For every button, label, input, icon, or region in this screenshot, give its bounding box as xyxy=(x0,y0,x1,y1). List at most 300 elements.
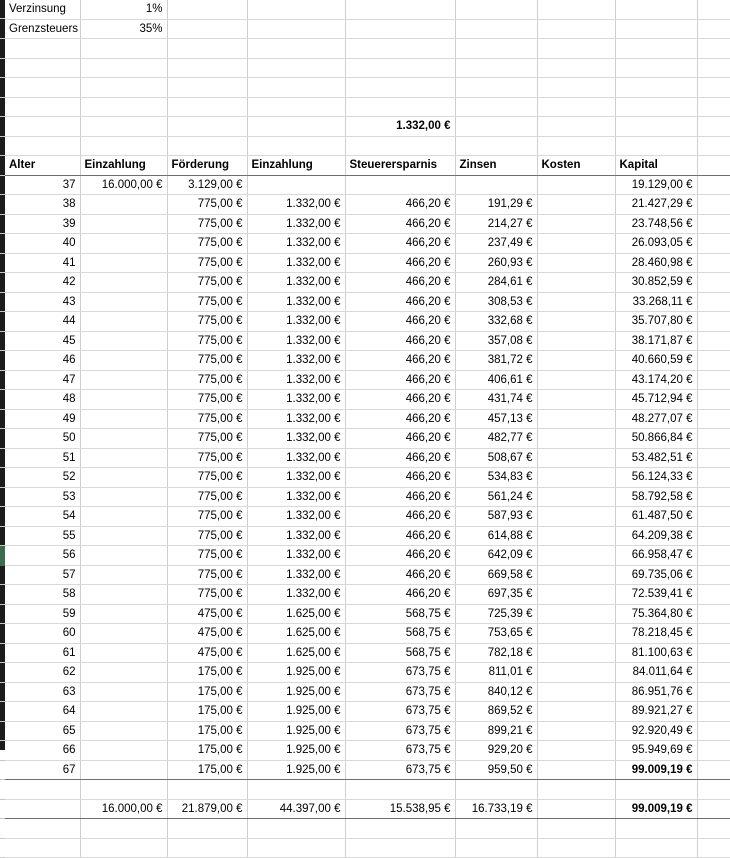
empty-cell[interactable] xyxy=(5,136,80,156)
empty-cell[interactable] xyxy=(615,136,697,156)
cell-einzahlung_a[interactable] xyxy=(80,195,167,215)
empty-cell[interactable] xyxy=(455,58,537,78)
total-zinsen[interactable]: 16.733,19 € xyxy=(455,799,537,819)
sheet-grid[interactable] xyxy=(5,0,730,858)
cell-zinsen[interactable]: 381,72 € xyxy=(455,351,537,371)
cell-kosten[interactable] xyxy=(537,663,615,683)
empty-cell[interactable] xyxy=(345,58,455,78)
empty-cell[interactable] xyxy=(537,0,615,19)
cell-foerderung[interactable]: 775,00 € xyxy=(167,507,247,527)
cell-alter[interactable]: 61 xyxy=(5,643,80,663)
cell-einzahlung_a[interactable] xyxy=(80,546,167,566)
table-row[interactable] xyxy=(5,585,730,605)
cell-zinsen[interactable]: 614,88 € xyxy=(455,526,537,546)
empty-cell[interactable] xyxy=(5,819,80,839)
cell-zinsen[interactable]: 406,61 € xyxy=(455,370,537,390)
empty-cell[interactable] xyxy=(697,58,730,78)
cell-steuerersparnis[interactable]: 466,20 € xyxy=(345,487,455,507)
empty-cell[interactable] xyxy=(697,39,730,59)
active-row-marker[interactable] xyxy=(0,546,5,566)
empty-cell[interactable] xyxy=(697,507,730,527)
cell-einzahlung_b[interactable]: 1.925,00 € xyxy=(247,663,345,683)
empty-cell[interactable] xyxy=(697,468,730,488)
cell-steuerersparnis[interactable]: 466,20 € xyxy=(345,253,455,273)
empty-cell[interactable] xyxy=(697,526,730,546)
cell-kosten[interactable] xyxy=(537,429,615,449)
cell-einzahlung_a[interactable] xyxy=(80,643,167,663)
cell-alter[interactable]: 51 xyxy=(5,448,80,468)
cell-steuerersparnis[interactable]: 466,20 € xyxy=(345,351,455,371)
cell-kapital[interactable]: 58.792,58 € xyxy=(615,487,697,507)
column-header-foerderung[interactable]: Förderung xyxy=(167,156,247,176)
blank-row[interactable] xyxy=(5,39,730,59)
parameter-value[interactable]: 1% xyxy=(80,0,167,19)
empty-cell[interactable] xyxy=(247,780,345,800)
cell-kapital[interactable]: 38.171,87 € xyxy=(615,331,697,351)
cell-kapital[interactable]: 99.009,19 € xyxy=(615,760,697,780)
empty-cell[interactable] xyxy=(5,780,80,800)
empty-cell[interactable] xyxy=(697,195,730,215)
blank-row[interactable] xyxy=(5,838,730,858)
empty-cell[interactable] xyxy=(345,0,455,19)
cell-steuerersparnis[interactable]: 568,75 € xyxy=(345,643,455,663)
cell-kosten[interactable] xyxy=(537,331,615,351)
cell-kapital[interactable]: 53.482,51 € xyxy=(615,448,697,468)
empty-cell[interactable] xyxy=(80,39,167,59)
cell-steuerersparnis[interactable]: 466,20 € xyxy=(345,507,455,527)
parameter-value[interactable]: 35% xyxy=(80,19,167,39)
empty-cell[interactable] xyxy=(697,838,730,858)
cell-kosten[interactable] xyxy=(537,643,615,663)
cell-zinsen[interactable]: 214,27 € xyxy=(455,214,537,234)
cell-einzahlung_b[interactable]: 1.925,00 € xyxy=(247,702,345,722)
empty-cell[interactable] xyxy=(697,546,730,566)
cell-steuerersparnis[interactable] xyxy=(345,175,455,195)
cell-foerderung[interactable]: 775,00 € xyxy=(167,214,247,234)
cell-alter[interactable]: 59 xyxy=(5,604,80,624)
cell-kapital[interactable]: 86.951,76 € xyxy=(615,682,697,702)
cell-alter[interactable]: 55 xyxy=(5,526,80,546)
parameter-label[interactable]: Grenzsteuers xyxy=(5,19,80,39)
cell-kosten[interactable] xyxy=(537,624,615,644)
cell-alter[interactable]: 46 xyxy=(5,351,80,371)
parameter-row[interactable] xyxy=(5,19,730,39)
empty-cell[interactable] xyxy=(345,838,455,858)
cell-kosten[interactable] xyxy=(537,507,615,527)
cell-steuerersparnis[interactable]: 466,20 € xyxy=(345,370,455,390)
empty-cell[interactable] xyxy=(345,19,455,39)
empty-cell[interactable] xyxy=(80,136,167,156)
cell-foerderung[interactable]: 775,00 € xyxy=(167,390,247,410)
cell-foerderung[interactable]: 175,00 € xyxy=(167,702,247,722)
cell-kapital[interactable]: 84.011,64 € xyxy=(615,663,697,683)
cell-zinsen[interactable]: 482,77 € xyxy=(455,429,537,449)
empty-cell[interactable] xyxy=(455,136,537,156)
table-row[interactable] xyxy=(5,429,730,449)
cell-kosten[interactable] xyxy=(537,721,615,741)
empty-cell[interactable] xyxy=(615,78,697,98)
cell-einzahlung_a[interactable] xyxy=(80,604,167,624)
cell-einzahlung_b[interactable] xyxy=(247,175,345,195)
cell-alter[interactable]: 66 xyxy=(5,741,80,761)
column-header-kosten[interactable]: Kosten xyxy=(537,156,615,176)
cell-steuerersparnis[interactable]: 673,75 € xyxy=(345,741,455,761)
column-header-zinsen[interactable]: Zinsen xyxy=(455,156,537,176)
total-foerderung[interactable]: 21.879,00 € xyxy=(167,799,247,819)
cell-kosten[interactable] xyxy=(537,390,615,410)
cell-steuerersparnis[interactable]: 466,20 € xyxy=(345,429,455,449)
cell-einzahlung_a[interactable]: 16.000,00 € xyxy=(80,175,167,195)
empty-cell[interactable] xyxy=(537,838,615,858)
table-row[interactable] xyxy=(5,273,730,293)
empty-cell[interactable] xyxy=(697,292,730,312)
cell-kapital[interactable]: 28.460,98 € xyxy=(615,253,697,273)
cell-zinsen[interactable]: 642,09 € xyxy=(455,546,537,566)
cell-alter[interactable]: 44 xyxy=(5,312,80,332)
cell-steuerersparnis[interactable]: 466,20 € xyxy=(345,585,455,605)
cell-kosten[interactable] xyxy=(537,253,615,273)
cell-steuerersparnis[interactable]: 673,75 € xyxy=(345,663,455,683)
cell-steuerersparnis[interactable]: 466,20 € xyxy=(345,565,455,585)
cell-foerderung[interactable]: 775,00 € xyxy=(167,253,247,273)
empty-cell[interactable] xyxy=(615,58,697,78)
cell-zinsen[interactable]: 697,35 € xyxy=(455,585,537,605)
cell-zinsen[interactable]: 332,68 € xyxy=(455,312,537,332)
table-row[interactable] xyxy=(5,175,730,195)
empty-cell[interactable] xyxy=(537,39,615,59)
cell-einzahlung_a[interactable] xyxy=(80,741,167,761)
cell-einzahlung_b[interactable]: 1.332,00 € xyxy=(247,351,345,371)
cell-einzahlung_b[interactable]: 1.332,00 € xyxy=(247,409,345,429)
cell-einzahlung_b[interactable]: 1.332,00 € xyxy=(247,253,345,273)
empty-cell[interactable] xyxy=(5,838,80,858)
cell-kapital[interactable]: 75.364,80 € xyxy=(615,604,697,624)
cell-alter[interactable]: 39 xyxy=(5,214,80,234)
cell-steuerersparnis[interactable]: 466,20 € xyxy=(345,234,455,254)
cell-zinsen[interactable]: 929,20 € xyxy=(455,741,537,761)
cell-einzahlung_b[interactable]: 1.332,00 € xyxy=(247,526,345,546)
empty-cell[interactable] xyxy=(537,136,615,156)
cell-steuerersparnis[interactable]: 568,75 € xyxy=(345,604,455,624)
cell-kosten[interactable] xyxy=(537,741,615,761)
empty-cell[interactable] xyxy=(5,58,80,78)
cell-alter[interactable]: 37 xyxy=(5,175,80,195)
empty-cell[interactable] xyxy=(697,721,730,741)
total-kosten[interactable] xyxy=(537,799,615,819)
cell-kapital[interactable]: 95.949,69 € xyxy=(615,741,697,761)
cell-einzahlung_b[interactable]: 1.332,00 € xyxy=(247,565,345,585)
cell-zinsen[interactable]: 561,24 € xyxy=(455,487,537,507)
cell-steuerersparnis[interactable]: 466,20 € xyxy=(345,331,455,351)
cell-einzahlung_a[interactable] xyxy=(80,351,167,371)
table-row[interactable] xyxy=(5,741,730,761)
table-row[interactable] xyxy=(5,195,730,215)
empty-cell[interactable] xyxy=(615,39,697,59)
floating-value-cell[interactable]: 1.332,00 € xyxy=(345,117,455,137)
cell-alter[interactable]: 52 xyxy=(5,468,80,488)
empty-cell[interactable] xyxy=(167,136,247,156)
cell-foerderung[interactable]: 775,00 € xyxy=(167,292,247,312)
cell-kosten[interactable] xyxy=(537,682,615,702)
cell-zinsen[interactable]: 357,08 € xyxy=(455,331,537,351)
empty-cell[interactable] xyxy=(697,760,730,780)
empty-cell[interactable] xyxy=(455,19,537,39)
cell-zinsen[interactable]: 725,39 € xyxy=(455,604,537,624)
cell-foerderung[interactable]: 775,00 € xyxy=(167,585,247,605)
column-header-alter[interactable]: Alter xyxy=(5,156,80,176)
cell-zinsen[interactable] xyxy=(455,175,537,195)
column-header-steuerersparnis[interactable]: Steuerersparnis xyxy=(345,156,455,176)
row-header-gutter[interactable] xyxy=(0,0,5,750)
cell-steuerersparnis[interactable]: 466,20 € xyxy=(345,312,455,332)
cell-einzahlung_a[interactable] xyxy=(80,429,167,449)
cell-kapital[interactable]: 43.174,20 € xyxy=(615,370,697,390)
cell-einzahlung_b[interactable]: 1.332,00 € xyxy=(247,390,345,410)
empty-cell[interactable] xyxy=(80,78,167,98)
empty-cell[interactable] xyxy=(697,663,730,683)
cell-steuerersparnis[interactable]: 673,75 € xyxy=(345,760,455,780)
total-einzahlung_b[interactable]: 44.397,00 € xyxy=(247,799,345,819)
empty-cell[interactable] xyxy=(697,370,730,390)
cell-kapital[interactable]: 92.920,49 € xyxy=(615,721,697,741)
cell-alter[interactable]: 58 xyxy=(5,585,80,605)
table-row[interactable] xyxy=(5,721,730,741)
cell-foerderung[interactable]: 775,00 € xyxy=(167,487,247,507)
cell-kapital[interactable]: 35.707,80 € xyxy=(615,312,697,332)
empty-cell[interactable] xyxy=(247,97,345,117)
cell-einzahlung_a[interactable] xyxy=(80,487,167,507)
cell-kapital[interactable]: 64.209,38 € xyxy=(615,526,697,546)
cell-alter[interactable]: 62 xyxy=(5,663,80,683)
cell-steuerersparnis[interactable]: 568,75 € xyxy=(345,624,455,644)
empty-cell[interactable] xyxy=(697,643,730,663)
cell-zinsen[interactable]: 587,93 € xyxy=(455,507,537,527)
total-steuerersparnis[interactable]: 15.538,95 € xyxy=(345,799,455,819)
table-row[interactable] xyxy=(5,507,730,527)
empty-cell[interactable] xyxy=(537,117,615,137)
cell-einzahlung_a[interactable] xyxy=(80,721,167,741)
empty-cell[interactable] xyxy=(537,97,615,117)
cell-alter[interactable]: 42 xyxy=(5,273,80,293)
cell-kosten[interactable] xyxy=(537,604,615,624)
empty-cell[interactable] xyxy=(5,97,80,117)
table-row[interactable] xyxy=(5,663,730,683)
cell-einzahlung_a[interactable] xyxy=(80,312,167,332)
table-row[interactable] xyxy=(5,390,730,410)
empty-cell[interactable] xyxy=(697,0,730,19)
cell-foerderung[interactable]: 775,00 € xyxy=(167,526,247,546)
total-einzahlung_a[interactable]: 16.000,00 € xyxy=(80,799,167,819)
cell-kosten[interactable] xyxy=(537,487,615,507)
empty-cell[interactable] xyxy=(697,253,730,273)
cell-alter[interactable]: 63 xyxy=(5,682,80,702)
empty-cell[interactable] xyxy=(455,39,537,59)
cell-einzahlung_a[interactable] xyxy=(80,760,167,780)
cell-alter[interactable]: 49 xyxy=(5,409,80,429)
cell-einzahlung_a[interactable] xyxy=(80,370,167,390)
cell-alter[interactable]: 67 xyxy=(5,760,80,780)
blank-row[interactable] xyxy=(5,78,730,98)
cell-steuerersparnis[interactable]: 466,20 € xyxy=(345,390,455,410)
cell-einzahlung_b[interactable]: 1.332,00 € xyxy=(247,585,345,605)
cell-einzahlung_a[interactable] xyxy=(80,507,167,527)
empty-cell[interactable] xyxy=(615,0,697,19)
cell-alter[interactable]: 54 xyxy=(5,507,80,527)
cell-foerderung[interactable]: 175,00 € xyxy=(167,682,247,702)
empty-cell[interactable] xyxy=(167,58,247,78)
empty-cell[interactable] xyxy=(247,819,345,839)
cell-foerderung[interactable]: 775,00 € xyxy=(167,312,247,332)
table-row[interactable] xyxy=(5,448,730,468)
table-row[interactable] xyxy=(5,682,730,702)
empty-cell[interactable] xyxy=(247,39,345,59)
cell-zinsen[interactable]: 191,29 € xyxy=(455,195,537,215)
cell-kosten[interactable] xyxy=(537,214,615,234)
cell-kosten[interactable] xyxy=(537,448,615,468)
cell-foerderung[interactable]: 475,00 € xyxy=(167,624,247,644)
empty-cell[interactable] xyxy=(697,136,730,156)
table-row[interactable] xyxy=(5,292,730,312)
cell-kapital[interactable]: 50.866,84 € xyxy=(615,429,697,449)
empty-cell[interactable] xyxy=(697,819,730,839)
cell-steuerersparnis[interactable]: 466,20 € xyxy=(345,273,455,293)
empty-cell[interactable] xyxy=(697,741,730,761)
cell-einzahlung_a[interactable] xyxy=(80,526,167,546)
table-header-row[interactable] xyxy=(5,156,730,176)
empty-cell[interactable] xyxy=(455,780,537,800)
cell-kosten[interactable] xyxy=(537,273,615,293)
empty-cell[interactable] xyxy=(615,97,697,117)
empty-cell[interactable] xyxy=(697,351,730,371)
cell-alter[interactable]: 47 xyxy=(5,370,80,390)
cell-einzahlung_a[interactable] xyxy=(80,565,167,585)
table-row[interactable] xyxy=(5,234,730,254)
empty-cell[interactable] xyxy=(697,234,730,254)
cell-kosten[interactable] xyxy=(537,175,615,195)
table-row[interactable] xyxy=(5,214,730,234)
cell-foerderung[interactable]: 775,00 € xyxy=(167,409,247,429)
empty-cell[interactable] xyxy=(697,117,730,137)
cell-einzahlung_a[interactable] xyxy=(80,390,167,410)
cell-alter[interactable]: 50 xyxy=(5,429,80,449)
cell-kapital[interactable]: 45.712,94 € xyxy=(615,390,697,410)
empty-cell[interactable] xyxy=(5,78,80,98)
cell-einzahlung_b[interactable]: 1.332,00 € xyxy=(247,487,345,507)
cell-einzahlung_b[interactable]: 1.332,00 € xyxy=(247,292,345,312)
empty-cell[interactable] xyxy=(697,780,730,800)
cell-foerderung[interactable]: 775,00 € xyxy=(167,448,247,468)
empty-cell[interactable] xyxy=(697,604,730,624)
empty-cell[interactable] xyxy=(247,58,345,78)
cell-einzahlung_b[interactable]: 1.925,00 € xyxy=(247,741,345,761)
cell-einzahlung_b[interactable]: 1.625,00 € xyxy=(247,624,345,644)
cell-zinsen[interactable]: 753,65 € xyxy=(455,624,537,644)
cell-steuerersparnis[interactable]: 466,20 € xyxy=(345,526,455,546)
totals-row[interactable] xyxy=(5,799,730,819)
empty-cell[interactable] xyxy=(80,838,167,858)
cell-foerderung[interactable]: 775,00 € xyxy=(167,195,247,215)
cell-einzahlung_a[interactable] xyxy=(80,253,167,273)
cell-kosten[interactable] xyxy=(537,195,615,215)
cell-einzahlung_a[interactable] xyxy=(80,214,167,234)
cell-kapital[interactable]: 78.218,45 € xyxy=(615,624,697,644)
cell-kapital[interactable]: 81.100,63 € xyxy=(615,643,697,663)
cell-alter[interactable]: 40 xyxy=(5,234,80,254)
empty-cell[interactable] xyxy=(537,780,615,800)
cell-einzahlung_b[interactable]: 1.332,00 € xyxy=(247,468,345,488)
empty-cell[interactable] xyxy=(80,58,167,78)
cell-alter[interactable]: 64 xyxy=(5,702,80,722)
empty-cell[interactable] xyxy=(697,214,730,234)
cell-steuerersparnis[interactable]: 673,75 € xyxy=(345,702,455,722)
cell-zinsen[interactable]: 669,58 € xyxy=(455,565,537,585)
blank-row[interactable] xyxy=(5,780,730,800)
cell-foerderung[interactable]: 775,00 € xyxy=(167,565,247,585)
cell-zinsen[interactable]: 237,49 € xyxy=(455,234,537,254)
cell-einzahlung_b[interactable]: 1.925,00 € xyxy=(247,760,345,780)
empty-cell[interactable] xyxy=(345,39,455,59)
cell-einzahlung_b[interactable]: 1.332,00 € xyxy=(247,273,345,293)
cell-zinsen[interactable]: 869,52 € xyxy=(455,702,537,722)
cell-steuerersparnis[interactable]: 673,75 € xyxy=(345,682,455,702)
empty-cell[interactable] xyxy=(697,19,730,39)
empty-cell[interactable] xyxy=(697,702,730,722)
empty-cell[interactable] xyxy=(167,819,247,839)
cell-einzahlung_a[interactable] xyxy=(80,585,167,605)
empty-cell[interactable] xyxy=(537,78,615,98)
cell-foerderung[interactable]: 775,00 € xyxy=(167,273,247,293)
cell-steuerersparnis[interactable]: 466,20 € xyxy=(345,195,455,215)
cell-zinsen[interactable]: 782,18 € xyxy=(455,643,537,663)
table-row[interactable] xyxy=(5,526,730,546)
empty-cell[interactable] xyxy=(455,838,537,858)
cell-alter[interactable]: 38 xyxy=(5,195,80,215)
blank-row[interactable] xyxy=(5,97,730,117)
empty-cell[interactable] xyxy=(697,390,730,410)
empty-cell[interactable] xyxy=(697,331,730,351)
empty-cell[interactable] xyxy=(247,78,345,98)
empty-cell[interactable] xyxy=(537,819,615,839)
empty-cell[interactable] xyxy=(167,780,247,800)
cell-foerderung[interactable]: 775,00 € xyxy=(167,351,247,371)
empty-cell[interactable] xyxy=(697,585,730,605)
cell-einzahlung_b[interactable]: 1.925,00 € xyxy=(247,682,345,702)
cell-foerderung[interactable]: 475,00 € xyxy=(167,643,247,663)
empty-cell[interactable] xyxy=(247,0,345,19)
cell-kapital[interactable]: 19.129,00 € xyxy=(615,175,697,195)
cell-alter[interactable]: 65 xyxy=(5,721,80,741)
cell-steuerersparnis[interactable]: 466,20 € xyxy=(345,409,455,429)
cell-foerderung[interactable]: 3.129,00 € xyxy=(167,175,247,195)
cell-foerderung[interactable]: 775,00 € xyxy=(167,331,247,351)
empty-cell[interactable] xyxy=(455,819,537,839)
cell-einzahlung_a[interactable] xyxy=(80,409,167,429)
cell-einzahlung_b[interactable]: 1.332,00 € xyxy=(247,448,345,468)
table-row[interactable] xyxy=(5,624,730,644)
empty-cell[interactable] xyxy=(5,117,80,137)
cell-einzahlung_a[interactable] xyxy=(80,273,167,293)
cell-foerderung[interactable]: 775,00 € xyxy=(167,468,247,488)
cell-kapital[interactable]: 23.748,56 € xyxy=(615,214,697,234)
empty-cell[interactable] xyxy=(697,312,730,332)
table-row[interactable] xyxy=(5,312,730,332)
cell-einzahlung_a[interactable] xyxy=(80,702,167,722)
blank-row[interactable] xyxy=(5,136,730,156)
cell-einzahlung_a[interactable] xyxy=(80,448,167,468)
cell-steuerersparnis[interactable]: 466,20 € xyxy=(345,448,455,468)
cell-foerderung[interactable]: 775,00 € xyxy=(167,546,247,566)
cell-zinsen[interactable]: 508,67 € xyxy=(455,448,537,468)
